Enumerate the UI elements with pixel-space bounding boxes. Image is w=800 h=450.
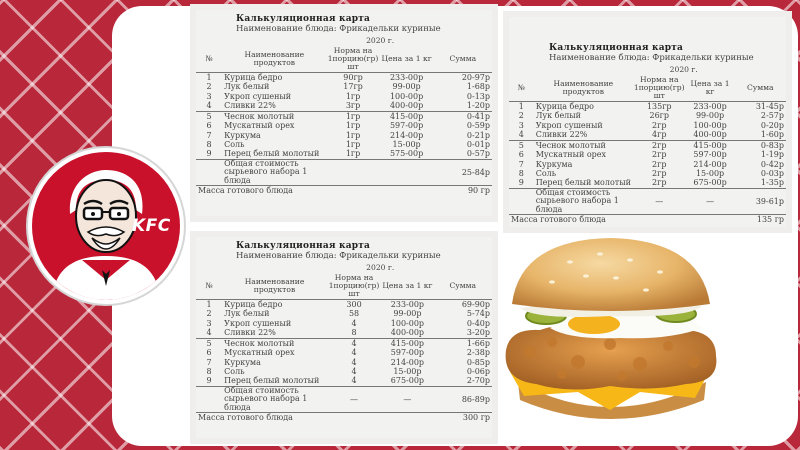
cell-num: 3 <box>518 120 524 130</box>
table-row <box>509 160 786 169</box>
cell-norm: 4 <box>351 366 357 376</box>
cell-norm: 4 <box>351 357 357 367</box>
cell-price: 675-00р <box>390 376 425 386</box>
table-row <box>196 319 492 328</box>
cell-sum: 0-42р <box>760 159 784 169</box>
cell-sum: 5-74р <box>466 309 490 319</box>
cell-name: Мускатный орех <box>224 348 295 358</box>
year-header: 2020 г. <box>366 36 395 45</box>
cell-num: 5 <box>196 338 222 348</box>
cell-name: Чеснок молотый <box>222 111 326 121</box>
cell-price: 100-00р <box>693 120 727 130</box>
cell-price: 15-00р <box>392 139 421 149</box>
col-num-header: № <box>196 46 222 72</box>
cell-sum: 0-03р <box>760 168 784 178</box>
cell-num: 4 <box>206 328 212 338</box>
cell-sum: 0-06р <box>466 366 490 376</box>
cell-name: Перец белый молотый <box>224 376 320 386</box>
table-row <box>509 101 786 111</box>
cell-price: 415-00р <box>379 111 433 121</box>
mass-label: Масса готового блюда <box>196 412 434 422</box>
cell-num: 1 <box>206 72 212 82</box>
cell-price: 575-00р <box>389 149 424 159</box>
cell-norm: 1гр <box>327 111 380 121</box>
total-row <box>509 188 786 214</box>
cell-num: 3 <box>206 91 212 101</box>
cell-num: 8 <box>206 366 212 376</box>
cell-price: 597-00р <box>390 348 425 358</box>
cell-sum: 2-57р <box>760 111 784 121</box>
table-row <box>509 150 786 159</box>
cell-norm: 2гр <box>652 178 667 188</box>
cell-name: Мускатный орех <box>535 150 607 160</box>
cell-num: 7 <box>206 130 212 140</box>
mass-label: Масса готового блюда <box>509 214 735 224</box>
table-row <box>196 338 492 348</box>
cell-sum: 1-20р <box>466 101 490 111</box>
cell-sum: 0-40р <box>466 318 490 328</box>
cell-num: 1 <box>518 101 524 111</box>
table-row <box>509 178 786 188</box>
cell-norm: 2гр <box>652 120 667 130</box>
table-row <box>509 130 786 140</box>
col-sum-header: Сумма <box>434 273 492 299</box>
cell-price: 400-00р <box>693 130 727 140</box>
cell-num: 9 <box>206 376 212 386</box>
fried-chicken-burger-icon <box>490 232 730 432</box>
cell-norm: 300 <box>346 299 362 309</box>
cell-sum: 0-57р <box>466 149 490 159</box>
col-price-header: Цена за 1 кг <box>381 273 433 299</box>
mass-row <box>196 185 492 195</box>
burger-image <box>490 232 730 432</box>
table-row <box>196 309 492 318</box>
cell-num: 5 <box>509 140 534 150</box>
cell-sum: 1-66р <box>434 338 492 348</box>
cell-name: Сливки 22% <box>224 101 276 111</box>
cell-price: 415-00р <box>686 140 735 150</box>
cell-num: 8 <box>518 168 524 178</box>
cell-sum: 2-70р <box>466 376 490 386</box>
cell-sum: 2-38р <box>466 348 490 358</box>
cell-num: 6 <box>206 121 212 131</box>
cell-name: Соль <box>535 168 557 178</box>
cell-sum: 0-20р <box>760 120 784 130</box>
cell-num: 5 <box>196 111 222 121</box>
cell-norm: 2гр <box>652 168 667 178</box>
cell-name: Перец белый молотый <box>535 178 631 188</box>
table-row <box>196 376 492 386</box>
table-row <box>509 169 786 178</box>
total-norm: — <box>327 386 381 412</box>
col-sum-header: Сумма <box>735 75 786 101</box>
total-label: Общая стоимость сырьевого набора 1 блюда <box>534 188 633 214</box>
table-row <box>196 328 492 338</box>
year-header: 2020 г. <box>366 263 395 272</box>
cell-name: Укроп сушеный <box>224 318 292 328</box>
mass-value: 90 гр <box>434 185 492 195</box>
col-price-header: Цена за 1 кг <box>379 46 433 72</box>
card-subtitle: Наименование блюда: Фрикадельки куриные <box>236 24 441 34</box>
table-row <box>196 140 492 149</box>
total-value: 25-84р <box>434 159 492 185</box>
cell-norm: 8 <box>351 328 357 338</box>
table-row <box>196 82 492 91</box>
cell-norm: 1гр <box>345 139 361 149</box>
total-label: Общая стоимость сырьевого набора 1 блюда <box>222 159 326 185</box>
cell-price: 99-00р <box>392 82 421 92</box>
table-row <box>196 72 492 82</box>
cell-name: Сливки 22% <box>535 130 588 140</box>
cell-name: Курица бедро <box>224 299 283 309</box>
calc-card-1 <box>196 10 492 216</box>
cell-price: 675-00р <box>693 178 727 188</box>
cell-name: Перец белый молотый <box>224 149 320 159</box>
cell-name: Куркума <box>224 130 261 140</box>
cell-sum: 0-21р <box>466 130 490 140</box>
table-row <box>196 121 492 130</box>
cell-sum: 3-20р <box>466 328 490 338</box>
cell-name: Сливки 22% <box>224 328 276 338</box>
col-name-header: Наименование продуктов <box>222 46 326 72</box>
card-title: Калькуляционная карта <box>236 14 371 24</box>
total-value: 86-89р <box>434 386 492 412</box>
cell-num: 4 <box>518 130 524 140</box>
table-row <box>196 149 492 159</box>
cell-norm: 4 <box>351 376 357 386</box>
cell-num: 4 <box>206 101 212 111</box>
total-price <box>379 159 433 185</box>
table-row <box>196 358 492 367</box>
col-name-header: Наименование продуктов <box>534 75 633 101</box>
calc-card-2 <box>509 17 786 227</box>
cell-price: 597-00р <box>693 150 727 160</box>
cell-norm: 1гр <box>345 130 361 140</box>
mass-value: 300 гр <box>434 412 492 422</box>
cell-price: 400-00р <box>389 101 424 111</box>
cell-price: 233-00р <box>390 299 425 309</box>
mass-row <box>509 214 786 224</box>
cell-price: 214-00р <box>389 130 424 140</box>
mass-label: Масса готового блюда <box>196 185 434 195</box>
table-row <box>509 121 786 130</box>
cell-norm: 2гр <box>633 140 686 150</box>
col-sum-header: Сумма <box>434 46 492 72</box>
cell-sum: 31-45р <box>755 101 784 111</box>
cell-norm: 17гр <box>343 82 363 92</box>
calc-card-3 <box>196 237 492 438</box>
mass-row <box>196 412 492 422</box>
total-price: — <box>686 188 735 214</box>
table-row <box>196 367 492 376</box>
cell-norm: 1гр <box>345 121 361 131</box>
cell-name: Соль <box>224 366 245 376</box>
cell-num: 7 <box>518 159 524 169</box>
cell-norm: 4гр <box>652 130 667 140</box>
cell-sum: 1-19р <box>760 150 784 160</box>
cell-num: 7 <box>206 357 212 367</box>
cell-num: 6 <box>206 348 212 358</box>
cell-name: Чеснок молотый <box>534 140 633 150</box>
table-row <box>196 348 492 357</box>
cell-name: Куркума <box>535 159 573 169</box>
kfc-logo <box>28 148 184 304</box>
cell-name: Лук белый <box>535 111 581 121</box>
cell-norm: 4 <box>351 348 357 358</box>
cell-num: 9 <box>206 149 212 159</box>
cell-norm: 1гр <box>345 91 361 101</box>
cell-name: Лук белый <box>224 82 270 92</box>
col-norm-header: Норма на 1порцию(гр) шт <box>633 74 685 100</box>
total-norm <box>327 159 380 185</box>
card-title: Калькуляционная карта <box>549 43 684 53</box>
cell-norm: 135гр <box>646 101 672 111</box>
cell-num: 2 <box>518 111 524 121</box>
cell-price: 233-00р <box>693 101 727 111</box>
total-label: Общая стоимость сырьевого набора 1 блюда <box>222 386 327 412</box>
col-num-header: № <box>509 75 534 101</box>
total-norm: — <box>633 188 686 214</box>
cell-sum: 0-01р <box>466 139 490 149</box>
total-row <box>196 386 492 412</box>
cell-name: Чеснок молотый <box>222 338 327 348</box>
cell-num: 3 <box>206 318 212 328</box>
table-row <box>509 111 786 120</box>
table-row <box>196 111 492 121</box>
cell-price: 99-00р <box>695 111 725 121</box>
col-price-header: Цена за 1 кг <box>686 75 735 101</box>
total-price: — <box>381 386 433 412</box>
total-row <box>196 159 492 185</box>
card-subtitle: Наименование блюда: Фрикадельки куриные <box>236 251 441 261</box>
col-norm-header: Норма на 1порцию(гр) шт <box>327 45 379 71</box>
card-subtitle: Наименование блюда: Фрикадельки куриные <box>549 53 754 63</box>
cell-name: Мускатный орех <box>224 121 295 131</box>
cell-name: Курица бедро <box>535 101 594 111</box>
table-row <box>196 101 492 111</box>
cell-sum: 0-41р <box>434 111 492 121</box>
cell-price: 100-00р <box>390 318 425 328</box>
cell-num: 1 <box>206 299 212 309</box>
calc-table <box>196 263 492 422</box>
col-name-header: Наименование продуктов <box>222 273 327 299</box>
col-num-header: № <box>196 273 222 299</box>
calc-table <box>509 65 786 224</box>
cell-price: 15-00р <box>393 366 422 376</box>
cell-sum: 1-35р <box>760 178 784 188</box>
cell-sum: 69-90р <box>461 299 490 309</box>
year-header: 2020 г. <box>669 65 698 74</box>
cell-norm: 90гр <box>343 72 363 82</box>
cell-num: 6 <box>518 150 524 160</box>
cell-sum: 1-60р <box>760 130 784 140</box>
card-title: Калькуляционная карта <box>236 241 371 251</box>
cell-sum: 1-68р <box>466 82 490 92</box>
cell-num: 8 <box>206 139 212 149</box>
cell-name: Соль <box>224 139 245 149</box>
cell-norm: 2гр <box>652 159 667 169</box>
table-row <box>196 92 492 101</box>
table-row <box>196 131 492 140</box>
cell-sum: 0-13р <box>466 91 490 101</box>
cell-norm: 58 <box>348 309 360 319</box>
cell-norm: 4 <box>327 338 381 348</box>
cell-norm: 1гр <box>345 149 361 159</box>
cell-norm: 3гр <box>345 101 361 111</box>
cell-name: Укроп сушеный <box>535 120 603 130</box>
cell-num: 2 <box>206 82 212 92</box>
cell-sum: 0-85р <box>466 357 490 367</box>
cell-num: 9 <box>518 178 524 188</box>
cell-sum: 0-59р <box>466 121 490 131</box>
total-value: 39-61р <box>735 188 786 214</box>
cell-name: Куркума <box>224 357 261 367</box>
cell-price: 400-00р <box>390 328 425 338</box>
cell-price: 214-00р <box>693 159 727 169</box>
col-norm-header: Норма на 1порцию(гр) шт <box>328 272 380 298</box>
cell-price: 15-00р <box>695 168 725 178</box>
cell-num: 2 <box>206 309 212 319</box>
calc-table <box>196 36 492 195</box>
cell-price: 214-00р <box>390 357 425 367</box>
kfc-wordmark: KFC <box>132 216 171 236</box>
mass-value: 135 гр <box>735 214 786 224</box>
cell-name: Лук белый <box>224 309 270 319</box>
cell-price: 597-00р <box>389 121 424 131</box>
table-row <box>196 299 492 309</box>
cell-price: 99-00р <box>393 309 422 319</box>
cell-price: 233-00р <box>389 72 424 82</box>
cell-name: Курица бедро <box>224 72 283 82</box>
cell-sum: 0-83р <box>735 140 786 150</box>
cell-norm: 4 <box>351 318 357 328</box>
cell-price: 415-00р <box>381 338 433 348</box>
cell-price: 100-00р <box>389 91 424 101</box>
cell-norm: 2гр <box>652 150 667 160</box>
cell-sum: 20-97р <box>461 72 490 82</box>
cell-norm: 26гр <box>649 111 669 121</box>
cell-name: Укроп сушеный <box>224 91 292 101</box>
table-row <box>509 140 786 150</box>
